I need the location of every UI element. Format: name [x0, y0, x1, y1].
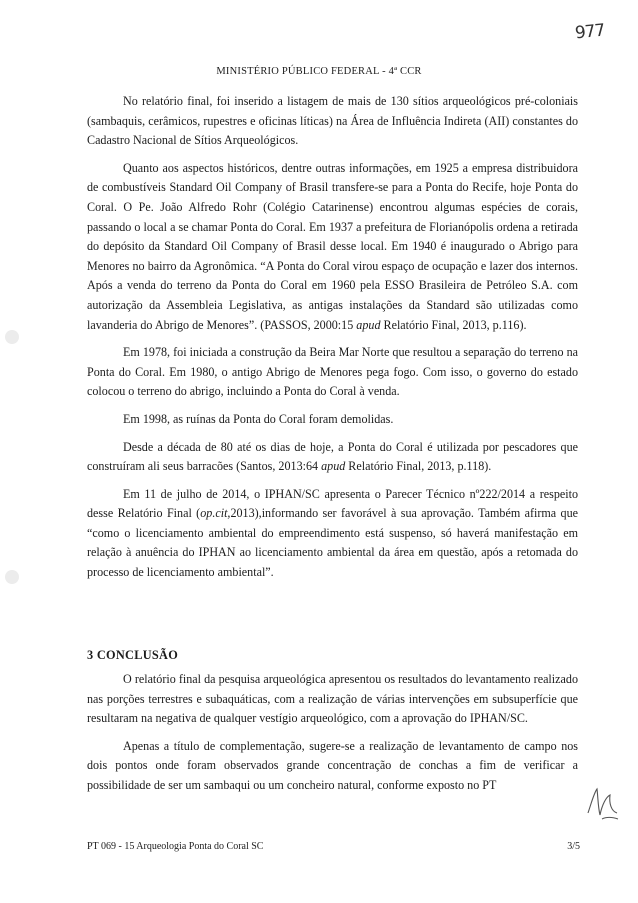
- paragraph: Em 11 de julho de 2014, o IPHAN/SC apresenta o Parecer Técnico nº222/2014 a respeito desse Relatório Final (op.cit,2013),informando ser favorável à sua aprovação. Também afirma que “como o licenciamento ambiental do empreendimento está suspenso, só haverá manifestação em relação à anuência do IPHAN ao licenciamento ambiental da área em questão, após a retomada do processo de licenciamento ambiental”.: [87, 486, 578, 580]
- page-footer: [87, 841, 580, 852]
- paragraph: O relatório final da pesquisa arqueológica apresentou os resultados do levantamento realizado nas porções terrestres e subaquáticas, com a realização de várias intervenções em subsuperfície que resultaram na negativa de qualquer vestígio arqueológico, com a aprovação do IPHAN/SC.: [87, 672, 578, 726]
- paragraph: Quanto aos aspectos históricos, dentre outras informações, em 1925 a empresa distribuidora de combustíveis Standard Oil Company of Brasil transfere-se para a Ponta do Recife, hoje Ponta do Coral. O Pe. João Alfredo Rohr (Colégio Catarinense) encontrou algumas espécies de corais, passando o local a se chamar Ponta do Coral. Em 1937 a prefeitura de Florianópolis ordena a retirada do depósito da Standard Oil Company of Brasil desse local. Em 1940 é inaugurado o Abrigo para Menores no bairro da Agronômica. “A Ponta do Coral virou espaço de ocupação e lazer dos internos. Após a venda do terreno da Ponta do Coral em 1960 pela ESSO Brasileira de Petróleo S.A. com autorização da Assembleia Legislativa, as antigas instalações da Standard são utilizadas como lavanderia do Abrigo de Menores”. (PASSOS, 2000:15 apud Relatório Final, 2013, p.116).: [87, 160, 578, 332]
- document-body: [87, 92, 578, 591]
- page-header: MINISTÉRIO PÚBLICO FEDERAL - 4ª CCR: [216, 66, 422, 77]
- initials-signature: [584, 783, 622, 823]
- conclusion-body: [87, 670, 578, 804]
- footer-page-count: 3/5: [567, 841, 580, 852]
- punch-hole: [5, 570, 19, 584]
- paragraph: Desde a década de 80 até os dias de hoje, a Ponta do Coral é utilizada por pescadores que construíram ali seus barracões (Santos, 2013:64 apud Relatório Final, 2013, p.118).: [87, 439, 578, 474]
- paragraph: No relatório final, foi inserido a listagem de mais de 130 sítios arqueológicos pré-coloniais (sambaquis, cerâmicos, rupestres e oficinas líticas) na Área de Influência Indireta (AII) constantes do Cadastro Nacional de Sítios Arqueológicos.: [87, 94, 578, 148]
- paragraph: Em 1998, as ruínas da Ponta do Coral foram demolidas.: [123, 411, 394, 426]
- section-heading: 3 CONCLUSÃO: [87, 648, 179, 662]
- paragraph: Apenas a título de complementação, sugere-se a realização de levantamento de campo nos dois pontos onde foram observados grande concentração de conchas a fim de verificar a possibilidade de ser um sambaqui ou um concheiro natural, conforme exposto no PT: [87, 738, 578, 792]
- paragraph: Em 1978, foi iniciada a construção da Beira Mar Norte que resultou a separação do terreno na Ponta do Coral. Em 1980, o antigo Abrigo de Menores pega fogo. Com isso, o governo do estado colocou o terreno do abrigo, incluindo a Ponta do Coral à venda.: [87, 345, 578, 399]
- handwritten-page-number: 977: [573, 20, 605, 44]
- punch-hole: [5, 330, 19, 344]
- footer-document-id: PT 069 - 15 Arqueologia Ponta do Coral SC: [87, 841, 264, 852]
